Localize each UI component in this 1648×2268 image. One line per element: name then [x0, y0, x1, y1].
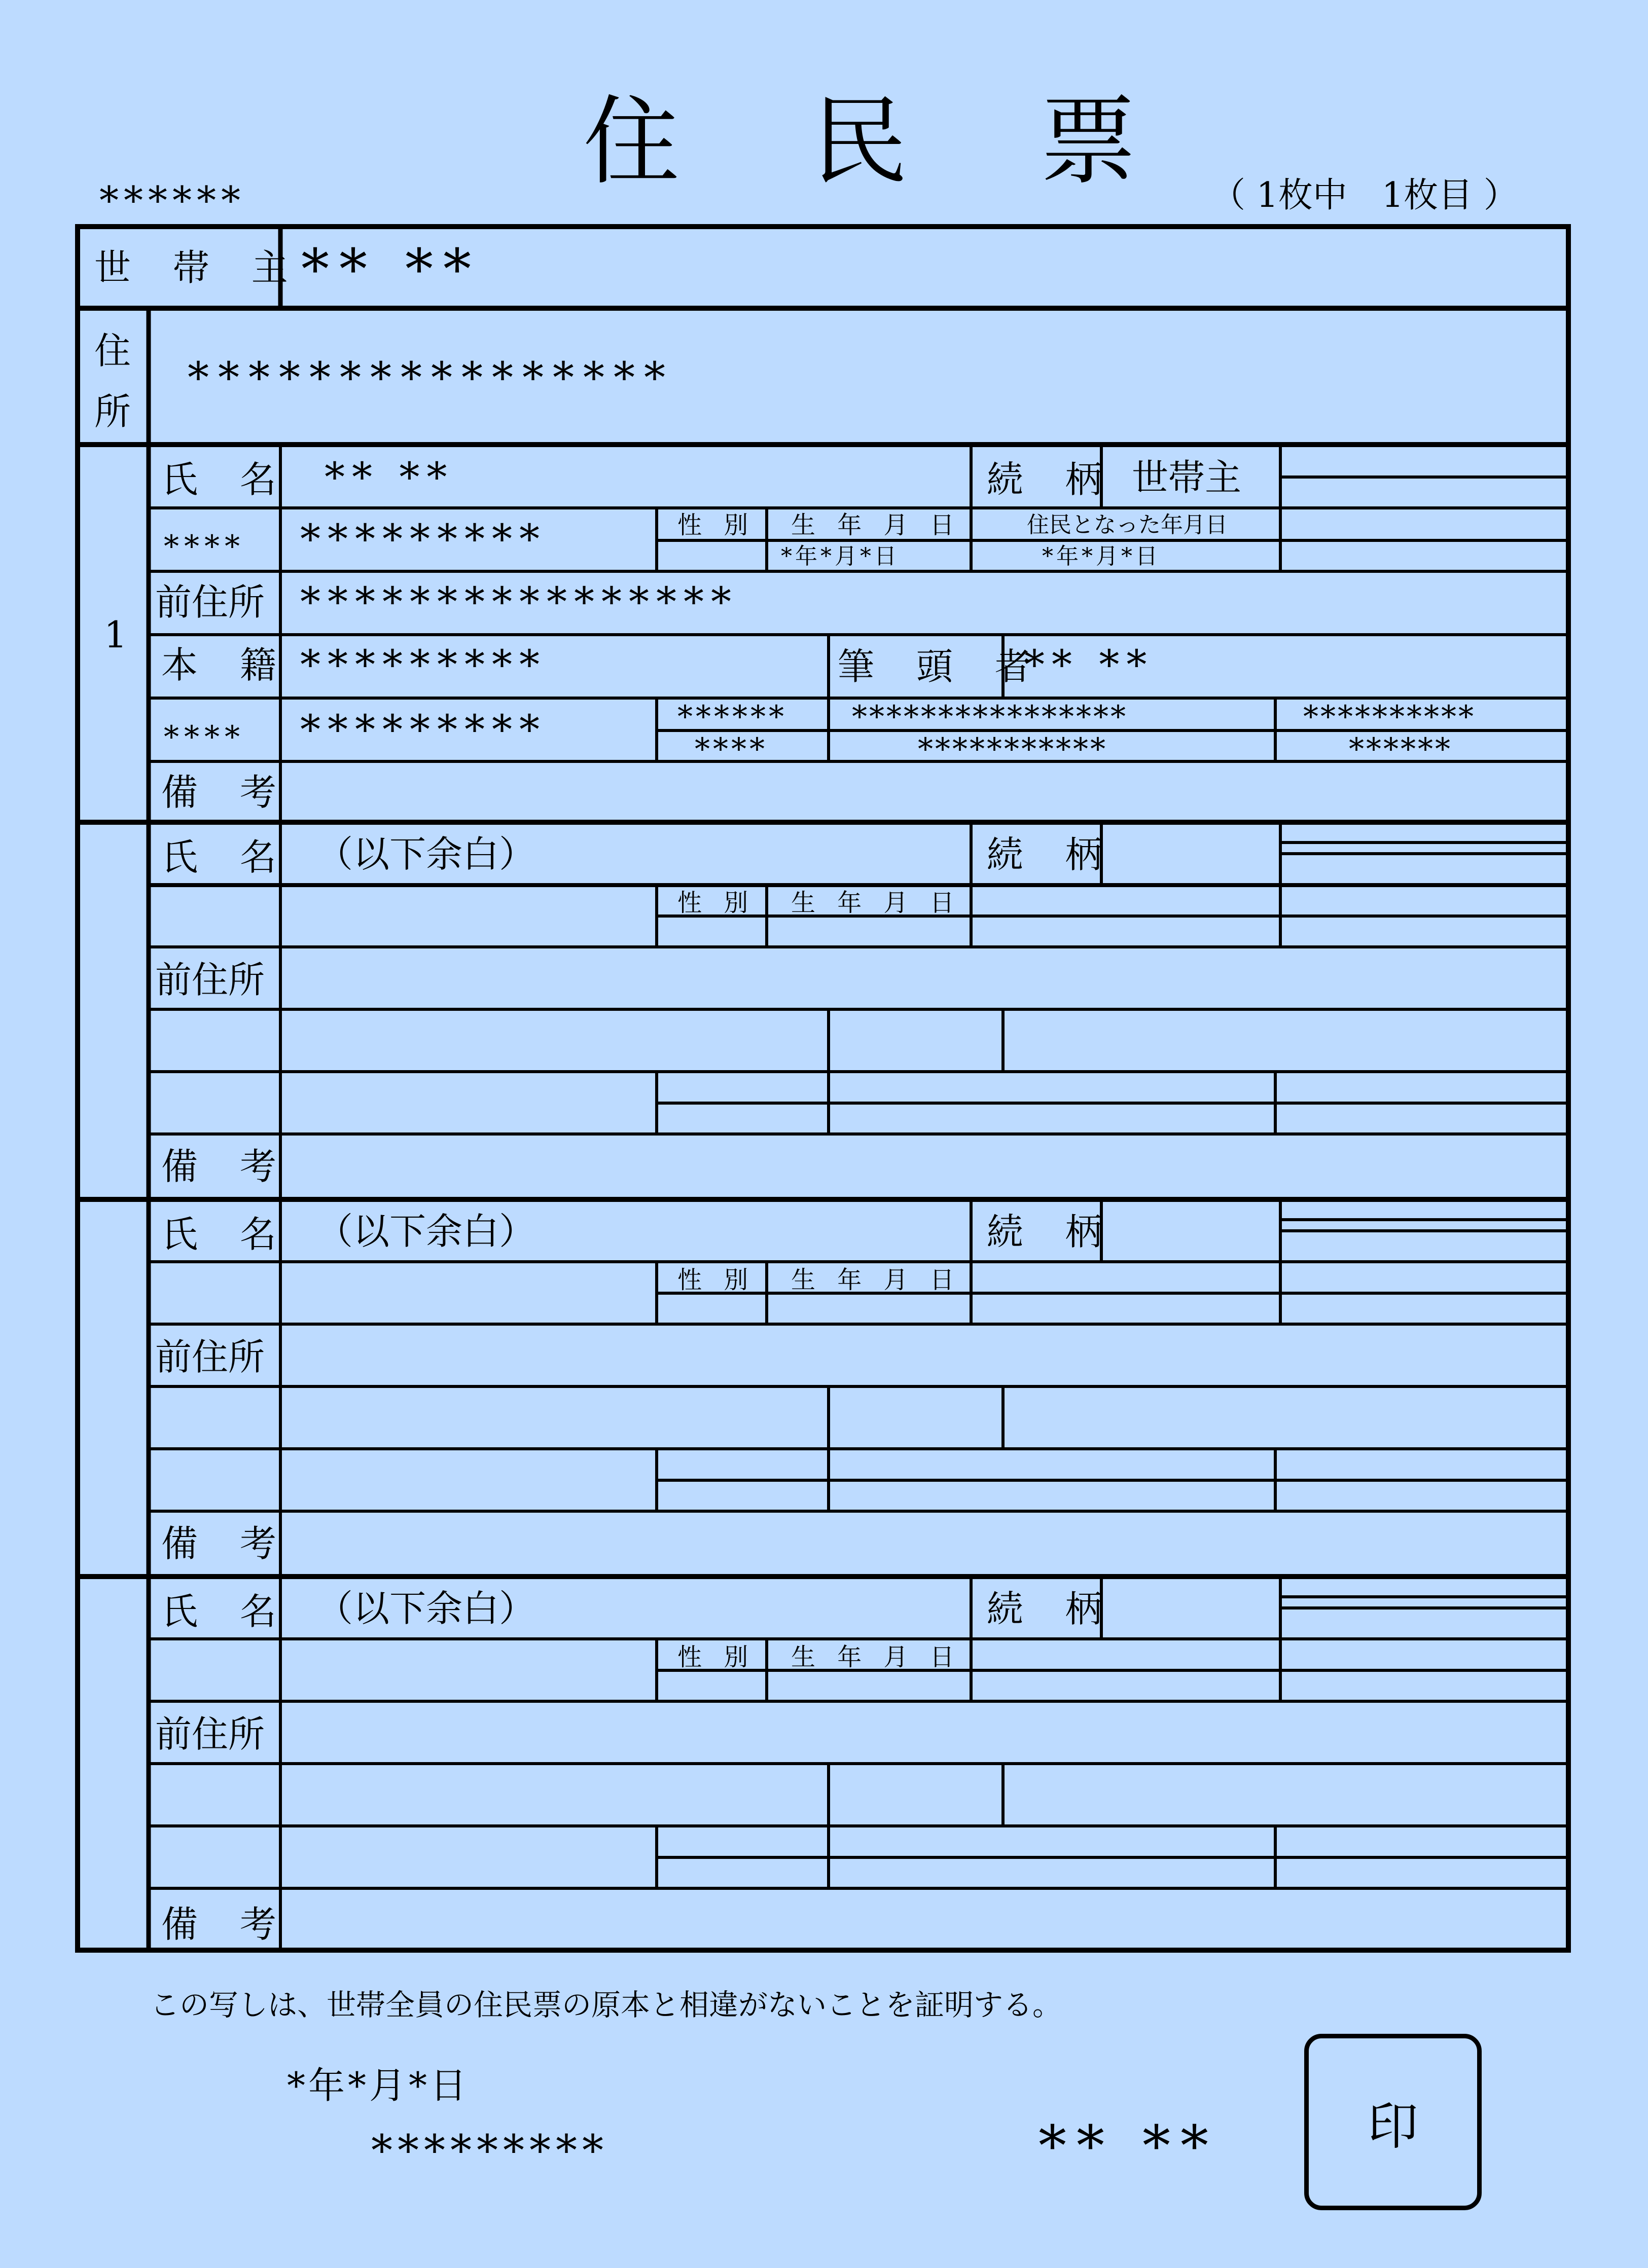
hittousha-value: ** **	[1024, 641, 1154, 688]
hittousha-label: 筆 頭 者	[838, 645, 1047, 688]
previous-address-label: 前住所	[155, 959, 265, 1001]
name-label: 氏 名	[161, 1213, 292, 1256]
resident-date-label: 住民となった年月日	[1027, 512, 1228, 538]
row5-col2-top: ****************	[852, 699, 1128, 735]
remarks-label: 備 考	[161, 1903, 292, 1946]
row5-label: ****	[164, 719, 245, 755]
relation-label: 続 柄	[987, 1211, 1117, 1253]
address-label-2: 所	[94, 390, 131, 433]
issuer-title: *********	[371, 2126, 608, 2175]
remarks-label: 備 考	[161, 1522, 292, 1565]
household-head-label: 世 帯 主	[94, 246, 303, 289]
household-address: ****************	[188, 353, 674, 403]
member-number: 1	[104, 613, 127, 656]
certification-text: この写しは、世帯全員の住民票の原本と相違がないことを証明する。	[150, 1988, 1062, 2022]
seal-text: 印	[1368, 2097, 1418, 2156]
name-label: 氏 名	[161, 458, 292, 501]
sex-label: 性 別	[677, 1643, 756, 1671]
remarks-label: 備 考	[161, 1145, 292, 1188]
row2-value: *********	[300, 516, 547, 563]
mayor-name: ** **	[1038, 2113, 1219, 2178]
seal-box	[1304, 2034, 1482, 2210]
previous-address-label: 前住所	[155, 1336, 265, 1378]
row5-col2-bottom: ***********	[918, 731, 1107, 767]
birth-label: 生 年 月 日	[791, 1643, 961, 1671]
page-title: 住 民 票	[583, 86, 1187, 198]
name-label: 氏 名	[161, 836, 292, 879]
remarks-label: 備 考	[161, 771, 292, 814]
previous-address-label: 前住所	[155, 1713, 265, 1755]
issue-date: *年*月*日	[287, 2064, 470, 2107]
member-name: （以下余白）	[316, 833, 536, 875]
member-name: （以下余白）	[316, 1210, 536, 1253]
row5-col1-top: ******	[677, 699, 787, 735]
sex-label: 性 別	[677, 511, 756, 539]
birth-date: *年*月*日	[781, 543, 900, 569]
birth-label: 生 年 月 日	[791, 889, 961, 917]
relation-label: 続 柄	[987, 1588, 1117, 1630]
row5-value: *********	[300, 706, 547, 753]
honseki-value: *********	[300, 641, 547, 688]
row2-label: ****	[164, 529, 245, 564]
sex-label: 性 別	[677, 889, 756, 917]
top-code: ******	[99, 178, 245, 223]
member-relation: 世帯主	[1132, 456, 1242, 499]
member-name: （以下余白）	[316, 1587, 536, 1630]
member-name: ** **	[325, 454, 454, 501]
row5-col3-bottom: ******	[1349, 731, 1452, 767]
resident-date: *年*月*日	[1042, 543, 1161, 569]
sex-label: 性 別	[677, 1266, 756, 1294]
row5-col3-top: **********	[1303, 699, 1476, 735]
birth-label: 生 年 月 日	[791, 1266, 961, 1294]
household-head-name: ** **	[301, 237, 481, 302]
row5-col1-bottom: ****	[695, 731, 768, 767]
address-label-1: 住	[94, 330, 131, 372]
birth-label: 生 年 月 日	[791, 511, 961, 539]
page-indicator: （ 1枚中 1枚目 ）	[1211, 175, 1518, 215]
relation-label: 続 柄	[987, 833, 1117, 876]
honseki-label: 本 籍	[161, 644, 292, 686]
previous-address-label: 前住所	[155, 581, 265, 624]
previous-address: ****************	[300, 578, 738, 626]
relation-label: 続 柄	[987, 458, 1117, 501]
name-label: 氏 名	[161, 1590, 292, 1633]
